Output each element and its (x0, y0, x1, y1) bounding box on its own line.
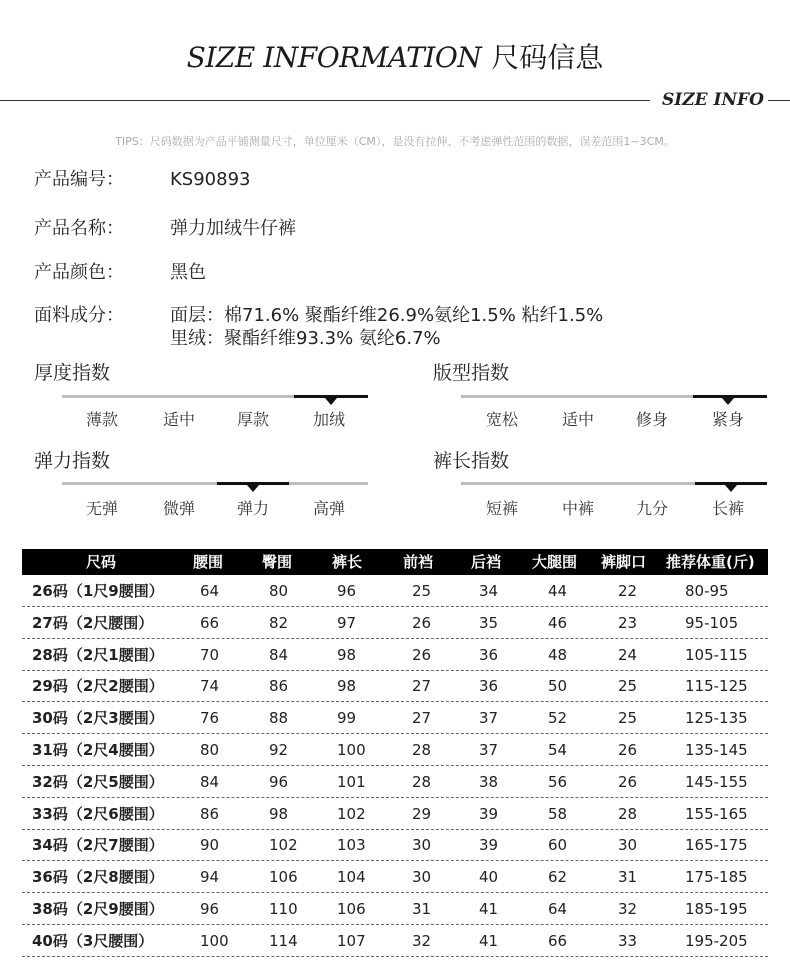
table-cell: 64 (200, 582, 220, 600)
table-cell-size: 28码（2尺1腰围） (32, 645, 164, 664)
table-row (22, 639, 768, 671)
table-cell: 34 (479, 582, 499, 600)
table-cell: 102 (337, 804, 366, 823)
fit-index-title: 版型指数 (433, 362, 510, 384)
table-cell: 97 (337, 613, 357, 632)
elasticity-option: 无弹 (85, 499, 118, 518)
table-cell-size: 32码（2尺5腰围） (32, 772, 164, 791)
table-cell-size: 33码（2尺6腰围） (32, 804, 164, 823)
table-cell: 96 (337, 582, 357, 600)
table-cell: 50 (548, 677, 568, 696)
table-cell: 66 (200, 613, 220, 632)
table-cell: 41 (479, 900, 499, 918)
table-cell: 31 (412, 900, 432, 918)
table-cell: 22 (618, 582, 638, 600)
table-cell-size: 38码（2尺9腰围） (32, 900, 164, 918)
table-cell: 84 (200, 772, 220, 791)
length-option: 中裤 (561, 499, 594, 518)
table-cell-size: 36码（2尺8腰围） (32, 868, 164, 887)
thickness-option: 厚款 (236, 410, 269, 429)
table-cell: 96 (200, 900, 220, 918)
table-cell: 90 (200, 836, 220, 855)
elasticity-option: 弹力 (236, 499, 269, 518)
table-cell: 80-95 (685, 582, 729, 600)
table-cell: 106 (337, 900, 366, 918)
thickness-index-title: 厚度指数 (34, 362, 111, 384)
table-cell: 30 (618, 836, 638, 855)
table-cell: 25 (618, 709, 638, 728)
table-cell: 26 (412, 645, 432, 664)
table-cell: 195-205 (685, 931, 748, 950)
table-row (22, 607, 768, 639)
table-cell: 25 (618, 677, 638, 696)
table-cell: 165-175 (685, 836, 748, 855)
length-option: 长裤 (711, 499, 744, 518)
table-cell: 35 (479, 613, 499, 632)
table-cell-size: 26码（1尺9腰围） (32, 582, 164, 600)
table-cell-size: 34码（2尺7腰围） (32, 836, 164, 855)
elasticity-option: 高弹 (312, 499, 345, 518)
table-cell: 38 (479, 772, 499, 791)
table-cell: 95-105 (685, 613, 739, 632)
table-cell: 46 (548, 613, 568, 632)
column-header-waist: 腰围 (193, 553, 224, 571)
table-cell: 26 (412, 613, 432, 632)
fabric-lining: 里绒：聚酯纤维93.3% 氨纶6.7% (170, 328, 441, 349)
table-cell: 62 (548, 868, 568, 887)
table-cell: 135-145 (685, 741, 748, 759)
product-name-value: 弹力加绒牛仔裤 (170, 218, 296, 239)
table-cell: 36 (479, 677, 499, 696)
product-code-label: 产品编号： (34, 169, 124, 190)
table-cell: 80 (269, 582, 289, 600)
table-cell: 48 (548, 645, 568, 664)
table-cell: 26 (618, 772, 638, 791)
table-cell: 56 (548, 772, 568, 791)
fit-option: 适中 (561, 410, 594, 429)
table-cell: 103 (337, 836, 366, 855)
table-cell: 80 (200, 741, 220, 759)
fit-option: 修身 (635, 410, 668, 429)
table-cell: 101 (337, 772, 366, 791)
table-cell-size: 31码（2尺4腰围） (32, 741, 164, 759)
elasticity-option: 微弹 (162, 499, 195, 518)
column-header-back-rise: 后裆 (471, 553, 502, 571)
fit-option: 宽松 (485, 410, 518, 429)
table-cell: 110 (269, 900, 298, 918)
column-header-front-rise: 前裆 (403, 553, 434, 571)
elasticity-marker-icon (247, 485, 259, 492)
table-cell: 39 (479, 804, 499, 823)
length-option: 九分 (635, 499, 668, 518)
table-cell: 106 (269, 868, 298, 887)
table-cell: 102 (269, 836, 298, 855)
table-cell: 107 (337, 931, 366, 950)
table-row (22, 702, 768, 734)
table-row (22, 575, 768, 607)
table-cell: 44 (548, 582, 568, 600)
table-cell: 96 (269, 772, 289, 791)
table-cell: 33 (618, 931, 638, 950)
table-cell: 98 (337, 645, 357, 664)
table-cell: 24 (618, 645, 638, 664)
product-code-value: KS90893 (170, 169, 251, 190)
table-cell-size: 27码（2尺腰围） (32, 613, 154, 632)
table-cell: 39 (479, 836, 499, 855)
table-cell: 40 (479, 868, 499, 887)
table-cell: 66 (548, 931, 568, 950)
table-cell: 29 (412, 804, 432, 823)
table-cell: 58 (548, 804, 568, 823)
table-cell-size: 30码（2尺3腰围） (32, 709, 164, 728)
table-cell: 37 (479, 741, 499, 759)
product-color-value: 黑色 (170, 262, 206, 283)
table-cell: 104 (337, 868, 366, 887)
table-cell: 82 (269, 613, 289, 632)
table-cell: 54 (548, 741, 568, 759)
thickness-marker-icon (325, 398, 337, 405)
fabric-label: 面料成分： (34, 305, 124, 326)
table-cell: 86 (200, 804, 220, 823)
tips-note: TIPS：尺码数据为产品平铺测量尺寸，单位厘米（CM），是没有拉伸、不考虑弹性范围的数据，误差范围1~3CM。 (115, 135, 675, 148)
table-cell: 115-125 (685, 677, 748, 696)
table-cell: 84 (269, 645, 289, 664)
table-cell: 100 (200, 931, 229, 950)
table-cell: 23 (618, 613, 638, 632)
table-cell: 98 (269, 804, 289, 823)
table-cell: 114 (269, 931, 298, 950)
fit-marker-icon (722, 398, 734, 405)
table-cell: 26 (618, 741, 638, 759)
table-cell: 99 (337, 709, 357, 728)
table-cell: 105-115 (685, 645, 748, 664)
header-divider-end (768, 100, 790, 101)
thickness-option: 适中 (162, 410, 195, 429)
table-row (22, 893, 768, 925)
column-header-hem: 裤脚口 (601, 553, 647, 571)
table-cell: 185-195 (685, 900, 748, 918)
table-cell: 76 (200, 709, 220, 728)
table-cell: 70 (200, 645, 220, 664)
product-color-label: 产品颜色： (34, 262, 124, 283)
table-cell: 36 (479, 645, 499, 664)
table-cell: 28 (412, 772, 432, 791)
title-chinese: 尺码信息 (491, 41, 604, 74)
table-cell: 74 (200, 677, 220, 696)
size-table-header (22, 549, 768, 575)
table-cell: 64 (548, 900, 568, 918)
header-divider (0, 100, 650, 101)
table-cell: 30 (412, 836, 432, 855)
product-name-label: 产品名称： (34, 218, 124, 239)
thickness-option: 薄款 (85, 410, 118, 429)
table-cell: 60 (548, 836, 568, 855)
table-cell: 37 (479, 709, 499, 728)
elasticity-scale-track (62, 482, 368, 485)
table-row (22, 829, 768, 861)
length-index-title: 裤长指数 (433, 450, 510, 472)
table-row (22, 670, 768, 702)
table-row (22, 734, 768, 766)
table-row (22, 925, 768, 957)
table-cell: 94 (200, 868, 220, 887)
table-cell: 155-165 (685, 804, 748, 823)
table-cell: 27 (412, 677, 432, 696)
table-cell: 31 (618, 868, 638, 887)
table-cell: 175-185 (685, 868, 748, 887)
size-info-label: SIZE INFO (662, 90, 764, 110)
table-cell: 32 (618, 900, 638, 918)
fit-option: 紧身 (711, 410, 744, 429)
column-header-length: 裤长 (332, 553, 363, 571)
table-cell: 86 (269, 677, 289, 696)
fabric-outer-layer: 面层：棉71.6% 聚酯纤维26.9%氨纶1.5% 粘纤1.5% (170, 305, 604, 326)
page-title (0, 38, 790, 78)
table-cell: 145-155 (685, 772, 748, 791)
table-row (22, 766, 768, 798)
table-cell: 100 (337, 741, 366, 759)
table-cell: 25 (412, 582, 432, 600)
table-cell: 52 (548, 709, 568, 728)
table-cell: 32 (412, 931, 432, 950)
column-header-hip: 臀围 (262, 553, 293, 571)
length-marker-icon (725, 485, 737, 492)
column-header-weight: 推荐体重(斤) (666, 553, 755, 571)
table-cell-size: 29码（2尺2腰围） (32, 677, 164, 696)
table-cell: 125-135 (685, 709, 748, 728)
title-english: SIZE INFORMATION (186, 41, 482, 74)
elasticity-index-title: 弹力指数 (34, 450, 111, 472)
table-cell: 41 (479, 931, 499, 950)
thickness-option: 加绒 (312, 410, 345, 429)
table-cell: 88 (269, 709, 289, 728)
length-option: 短裤 (485, 499, 518, 518)
table-cell: 28 (412, 741, 432, 759)
table-cell: 30 (412, 868, 432, 887)
table-cell-size: 40码（3尺腰围） (32, 931, 154, 950)
table-row (22, 798, 768, 830)
table-row (22, 861, 768, 893)
table-cell: 27 (412, 709, 432, 728)
table-cell: 98 (337, 677, 357, 696)
column-header-size: 尺码 (86, 553, 117, 571)
table-cell: 28 (618, 804, 638, 823)
table-cell: 92 (269, 741, 289, 759)
column-header-thigh: 大腿围 (532, 553, 578, 571)
